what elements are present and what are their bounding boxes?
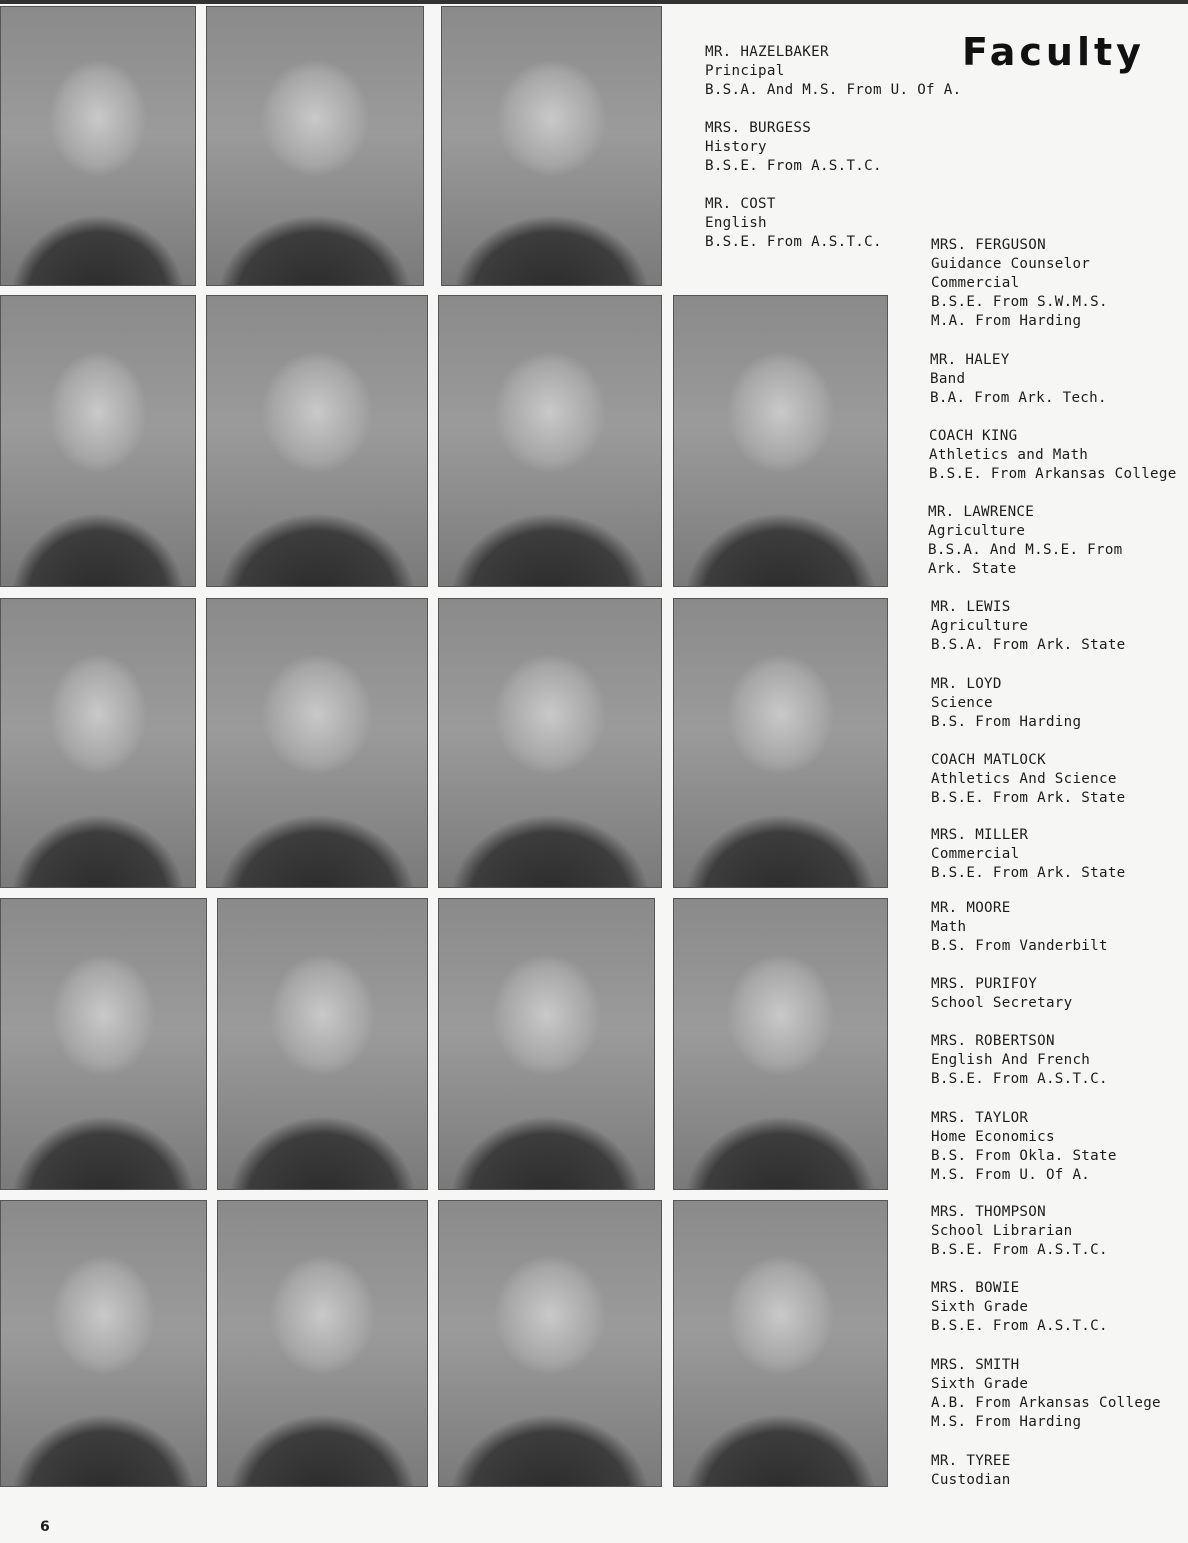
faculty-detail: Math	[931, 919, 967, 935]
page-number: 6	[40, 1519, 50, 1535]
faculty-name: MRS. MILLER	[931, 827, 1029, 843]
portrait-photo	[206, 6, 424, 286]
faculty-detail: B.S.A. And M.S. From U. Of A.	[705, 82, 962, 98]
faculty-detail: Custodian	[931, 1472, 1011, 1488]
faculty-entry	[705, 195, 882, 252]
page-title: Faculty	[962, 30, 1145, 74]
faculty-name: MRS. SMITH	[931, 1357, 1020, 1373]
faculty-detail: B.S. From Okla. State	[931, 1148, 1117, 1164]
faculty-name: COACH KING	[929, 428, 1018, 444]
faculty-detail: Agriculture	[928, 523, 1026, 539]
faculty-name: MRS. FERGUSON	[931, 237, 1046, 253]
faculty-name: MRS. THOMPSON	[931, 1204, 1046, 1220]
portrait-photo	[206, 598, 428, 888]
faculty-entry	[931, 975, 1072, 1013]
faculty-entry	[931, 1032, 1108, 1089]
faculty-detail: M.A. From Harding	[931, 313, 1082, 329]
faculty-entry	[931, 751, 1126, 808]
faculty-detail: Agriculture	[931, 618, 1029, 634]
faculty-entry	[931, 1279, 1108, 1336]
faculty-detail: B.S.A. From Ark. State	[931, 637, 1126, 653]
faculty-entry	[705, 119, 882, 176]
portrait-photo	[0, 598, 196, 888]
faculty-detail: M.S. From U. Of A.	[931, 1167, 1091, 1183]
faculty-detail: B.S.E. From Ark. State	[931, 865, 1126, 881]
faculty-name: COACH MATLOCK	[931, 752, 1046, 768]
faculty-entry	[931, 1356, 1161, 1432]
portrait-photo	[0, 898, 207, 1190]
faculty-name: MR. HAZELBAKER	[705, 44, 829, 60]
portrait-photo	[438, 295, 662, 587]
faculty-name: MR. LOYD	[931, 676, 1002, 692]
faculty-name: MRS. TAYLOR	[931, 1110, 1029, 1126]
portrait-photo	[673, 295, 888, 587]
faculty-detail: School Librarian	[931, 1223, 1073, 1239]
faculty-detail: English	[705, 215, 767, 231]
faculty-detail: B.S. From Harding	[931, 714, 1082, 730]
portrait-photo	[438, 898, 655, 1190]
faculty-name: MR. COST	[705, 196, 776, 212]
faculty-detail: B.S.E. From Ark. State	[931, 790, 1126, 806]
faculty-detail: Science	[931, 695, 993, 711]
faculty-detail: Home Economics	[931, 1129, 1055, 1145]
faculty-detail: B.S. From Vanderbilt	[931, 938, 1108, 954]
faculty-entry	[930, 351, 1107, 408]
portrait-photo	[206, 295, 428, 587]
faculty-detail: Guidance Counselor	[931, 256, 1091, 272]
faculty-detail: Sixth Grade	[931, 1376, 1029, 1392]
portrait-photo	[0, 6, 196, 286]
faculty-detail: A.B. From Arkansas College	[931, 1395, 1161, 1411]
faculty-entry	[928, 503, 1123, 579]
faculty-detail: History	[705, 139, 767, 155]
portrait-photo	[673, 898, 888, 1190]
portrait-photo	[673, 598, 888, 888]
faculty-detail: B.S.E. From A.S.T.C.	[705, 158, 882, 174]
faculty-detail: B.S.E. From Arkansas College	[929, 466, 1177, 482]
faculty-detail: Commercial	[931, 846, 1020, 862]
faculty-name: MR. LAWRENCE	[928, 504, 1035, 520]
faculty-name: MRS. BOWIE	[931, 1280, 1020, 1296]
faculty-detail: B.S.E. From A.S.T.C.	[705, 234, 882, 250]
portrait-photo	[217, 898, 428, 1190]
faculty-entry	[931, 1203, 1108, 1260]
portrait-photo	[441, 6, 662, 286]
faculty-detail: School Secretary	[931, 995, 1073, 1011]
faculty-name: MRS. ROBERTSON	[931, 1033, 1055, 1049]
faculty-name: MRS. PURIFOY	[931, 976, 1038, 992]
faculty-entry	[931, 1109, 1117, 1185]
faculty-name: MR. LEWIS	[931, 599, 1011, 615]
portrait-photo	[438, 598, 662, 888]
portrait-photo	[0, 1200, 207, 1487]
faculty-detail: Ark. State	[928, 561, 1017, 577]
faculty-entry	[931, 675, 1081, 732]
faculty-detail: B.S.E. From A.S.T.C.	[931, 1071, 1108, 1087]
portrait-photo	[217, 1200, 428, 1487]
faculty-detail: B.S.E. From S.W.M.S.	[931, 294, 1108, 310]
faculty-detail: Commercial	[931, 275, 1020, 291]
faculty-detail: English And French	[931, 1052, 1091, 1068]
faculty-name: MR. MOORE	[931, 900, 1011, 916]
faculty-entry	[931, 1452, 1011, 1490]
faculty-detail: Principal	[705, 63, 785, 79]
page-top-edge	[0, 0, 1188, 4]
faculty-detail: M.S. From Harding	[931, 1414, 1082, 1430]
faculty-name: MR. HALEY	[930, 352, 1010, 368]
faculty-detail: B.S.E. From A.S.T.C.	[931, 1318, 1108, 1334]
faculty-detail: B.A. From Ark. Tech.	[930, 390, 1107, 406]
faculty-entry	[929, 427, 1177, 484]
faculty-detail: B.S.E. From A.S.T.C.	[931, 1242, 1108, 1258]
portrait-photo	[673, 1200, 888, 1487]
portrait-photo	[438, 1200, 662, 1487]
faculty-detail: Athletics And Science	[931, 771, 1117, 787]
faculty-entry	[931, 826, 1126, 883]
faculty-detail: Sixth Grade	[931, 1299, 1029, 1315]
faculty-detail: Band	[930, 371, 966, 387]
portrait-photo	[0, 295, 196, 587]
faculty-name: MR. TYREE	[931, 1453, 1011, 1469]
faculty-name: MRS. BURGESS	[705, 120, 812, 136]
faculty-entry	[931, 598, 1126, 655]
faculty-detail: B.S.A. And M.S.E. From	[928, 542, 1123, 558]
faculty-entry	[931, 236, 1108, 331]
faculty-detail: Athletics and Math	[929, 447, 1089, 463]
faculty-entry	[705, 43, 961, 100]
faculty-entry	[931, 899, 1108, 956]
